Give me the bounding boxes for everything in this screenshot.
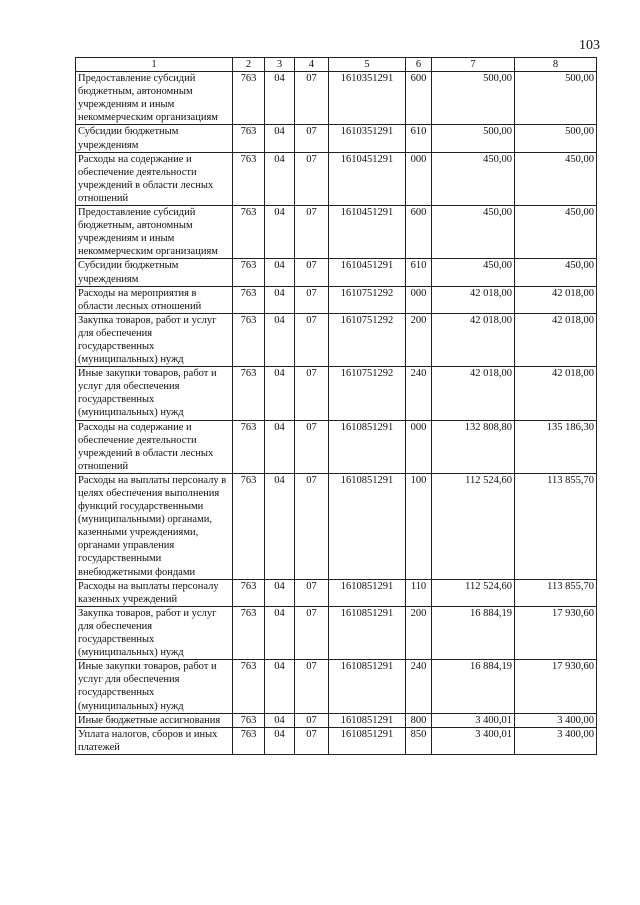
grbs-code-cell: 763 [233, 152, 265, 205]
expense-name-cell: Предоставление субсидий бюджетным, автономным учреждениям и иным некоммерческим организациям [76, 72, 233, 125]
amount-year1-cell: 132 808,80 [432, 420, 515, 473]
expense-type-cell: 240 [406, 367, 432, 420]
section-code-cell: 04 [265, 125, 295, 152]
amount-year2-cell: 450,00 [515, 206, 597, 259]
grbs-code-cell: 763 [233, 72, 265, 125]
grbs-code-cell: 763 [233, 125, 265, 152]
column-header: 8 [515, 58, 597, 72]
target-article-cell: 1610751292 [329, 313, 406, 366]
subsection-code-cell: 07 [295, 606, 329, 659]
grbs-code-cell: 763 [233, 713, 265, 727]
amount-year1-cell: 500,00 [432, 125, 515, 152]
amount-year1-cell: 500,00 [432, 72, 515, 125]
section-code-cell: 04 [265, 606, 295, 659]
subsection-code-cell: 07 [295, 259, 329, 286]
amount-year2-cell: 42 018,00 [515, 313, 597, 366]
table-row [76, 72, 597, 125]
subsection-code-cell: 07 [295, 286, 329, 313]
amount-year2-cell: 135 186,30 [515, 420, 597, 473]
section-code-cell: 04 [265, 727, 295, 754]
expense-type-cell: 800 [406, 713, 432, 727]
amount-year2-cell: 42 018,00 [515, 286, 597, 313]
amount-year1-cell: 450,00 [432, 206, 515, 259]
grbs-code-cell: 763 [233, 420, 265, 473]
target-article-cell: 1610851291 [329, 660, 406, 713]
expense-name-cell: Расходы на содержание и обеспечение деятельности учреждений в области лесных отношений [76, 152, 233, 205]
expense-type-cell: 110 [406, 579, 432, 606]
column-header: 4 [295, 58, 329, 72]
column-header: 6 [406, 58, 432, 72]
grbs-code-cell: 763 [233, 473, 265, 579]
expense-type-cell: 610 [406, 259, 432, 286]
section-code-cell: 04 [265, 313, 295, 366]
table-row [76, 713, 597, 727]
amount-year2-cell: 17 930,60 [515, 606, 597, 659]
column-header: 2 [233, 58, 265, 72]
expense-type-cell: 000 [406, 286, 432, 313]
subsection-code-cell: 07 [295, 72, 329, 125]
expense-name-cell: Предоставление субсидий бюджетным, автономным учреждениям и иным некоммерческим организациям [76, 206, 233, 259]
amount-year1-cell: 42 018,00 [432, 286, 515, 313]
target-article-cell: 1610351291 [329, 125, 406, 152]
target-article-cell: 1610751292 [329, 286, 406, 313]
column-header: 1 [76, 58, 233, 72]
expense-name-cell: Иные бюджетные ассигнования [76, 713, 233, 727]
table-row [76, 660, 597, 713]
amount-year1-cell: 112 524,60 [432, 473, 515, 579]
section-code-cell: 04 [265, 72, 295, 125]
expense-name-cell: Расходы на выплаты персоналу казенных учреждений [76, 579, 233, 606]
expense-name-cell: Закупка товаров, работ и услуг для обеспечения государственных (муниципальных) нужд [76, 606, 233, 659]
amount-year1-cell: 450,00 [432, 152, 515, 205]
table-row [76, 125, 597, 152]
section-code-cell: 04 [265, 367, 295, 420]
target-article-cell: 1610851291 [329, 713, 406, 727]
expense-type-cell: 240 [406, 660, 432, 713]
column-header: 5 [329, 58, 406, 72]
target-article-cell: 1610851291 [329, 727, 406, 754]
grbs-code-cell: 763 [233, 367, 265, 420]
expense-type-cell: 600 [406, 72, 432, 125]
table-row [76, 152, 597, 205]
expense-type-cell: 200 [406, 606, 432, 659]
column-header: 7 [432, 58, 515, 72]
section-code-cell: 04 [265, 579, 295, 606]
target-article-cell: 1610851291 [329, 420, 406, 473]
grbs-code-cell: 763 [233, 579, 265, 606]
amount-year2-cell: 113 855,70 [515, 473, 597, 579]
page-number: 103 [579, 38, 600, 53]
grbs-code-cell: 763 [233, 259, 265, 286]
expense-type-cell: 600 [406, 206, 432, 259]
table-row [76, 313, 597, 366]
subsection-code-cell: 07 [295, 420, 329, 473]
amount-year1-cell: 16 884,19 [432, 660, 515, 713]
expense-name-cell: Расходы на содержание и обеспечение деятельности учреждений в области лесных отношений [76, 420, 233, 473]
amount-year1-cell: 3 400,01 [432, 713, 515, 727]
table-row [76, 473, 597, 579]
column-header: 3 [265, 58, 295, 72]
expense-type-cell: 610 [406, 125, 432, 152]
expense-name-cell: Иные закупки товаров, работ и услуг для обеспечения государственных (муниципальных) нужд [76, 367, 233, 420]
table-row [76, 367, 597, 420]
amount-year1-cell: 16 884,19 [432, 606, 515, 659]
grbs-code-cell: 763 [233, 286, 265, 313]
table-row [76, 727, 597, 754]
grbs-code-cell: 763 [233, 660, 265, 713]
section-code-cell: 04 [265, 152, 295, 205]
target-article-cell: 1610451291 [329, 152, 406, 205]
section-code-cell: 04 [265, 259, 295, 286]
grbs-code-cell: 763 [233, 206, 265, 259]
expense-type-cell: 850 [406, 727, 432, 754]
amount-year1-cell: 3 400,01 [432, 727, 515, 754]
amount-year2-cell: 113 855,70 [515, 579, 597, 606]
expense-type-cell: 200 [406, 313, 432, 366]
table-row [76, 420, 597, 473]
expense-name-cell: Уплата налогов, сборов и иных платежей [76, 727, 233, 754]
subsection-code-cell: 07 [295, 152, 329, 205]
amount-year2-cell: 450,00 [515, 259, 597, 286]
subsection-code-cell: 07 [295, 206, 329, 259]
subsection-code-cell: 07 [295, 367, 329, 420]
table-row [76, 606, 597, 659]
budget-table [75, 57, 597, 755]
subsection-code-cell: 07 [295, 660, 329, 713]
expense-name-cell: Расходы на выплаты персоналу в целях обеспечения выполнения функций государственными (муниципальными) органами, казенными учреждениями, органами управления государственными внебюджетными фондами [76, 473, 233, 579]
subsection-code-cell: 07 [295, 727, 329, 754]
section-code-cell: 04 [265, 286, 295, 313]
amount-year2-cell: 500,00 [515, 125, 597, 152]
expense-name-cell: Иные закупки товаров, работ и услуг для обеспечения государственных (муниципальных) нужд [76, 660, 233, 713]
amount-year2-cell: 42 018,00 [515, 367, 597, 420]
expense-name-cell: Расходы на мероприятия в области лесных отношений [76, 286, 233, 313]
amount-year1-cell: 450,00 [432, 259, 515, 286]
amount-year1-cell: 42 018,00 [432, 367, 515, 420]
table-row [76, 259, 597, 286]
subsection-code-cell: 07 [295, 713, 329, 727]
table-row [76, 286, 597, 313]
amount-year1-cell: 112 524,60 [432, 579, 515, 606]
expense-name-cell: Закупка товаров, работ и услуг для обеспечения государственных (муниципальных) нужд [76, 313, 233, 366]
grbs-code-cell: 763 [233, 313, 265, 366]
target-article-cell: 1610451291 [329, 259, 406, 286]
target-article-cell: 1610851291 [329, 579, 406, 606]
expense-name-cell: Субсидии бюджетным учреждениям [76, 259, 233, 286]
target-article-cell: 1610851291 [329, 606, 406, 659]
amount-year2-cell: 17 930,60 [515, 660, 597, 713]
expense-type-cell: 000 [406, 420, 432, 473]
header-row [76, 58, 597, 72]
target-article-cell: 1610351291 [329, 72, 406, 125]
target-article-cell: 1610851291 [329, 473, 406, 579]
expense-type-cell: 000 [406, 152, 432, 205]
target-article-cell: 1610751292 [329, 367, 406, 420]
section-code-cell: 04 [265, 473, 295, 579]
subsection-code-cell: 07 [295, 313, 329, 366]
section-code-cell: 04 [265, 713, 295, 727]
grbs-code-cell: 763 [233, 727, 265, 754]
amount-year2-cell: 3 400,00 [515, 727, 597, 754]
section-code-cell: 04 [265, 420, 295, 473]
amount-year2-cell: 450,00 [515, 152, 597, 205]
expense-type-cell: 100 [406, 473, 432, 579]
grbs-code-cell: 763 [233, 606, 265, 659]
target-article-cell: 1610451291 [329, 206, 406, 259]
section-code-cell: 04 [265, 206, 295, 259]
table-row [76, 206, 597, 259]
expense-name-cell: Субсидии бюджетным учреждениям [76, 125, 233, 152]
subsection-code-cell: 07 [295, 473, 329, 579]
amount-year2-cell: 3 400,00 [515, 713, 597, 727]
amount-year2-cell: 500,00 [515, 72, 597, 125]
subsection-code-cell: 07 [295, 579, 329, 606]
subsection-code-cell: 07 [295, 125, 329, 152]
amount-year1-cell: 42 018,00 [432, 313, 515, 366]
table-row [76, 579, 597, 606]
section-code-cell: 04 [265, 660, 295, 713]
